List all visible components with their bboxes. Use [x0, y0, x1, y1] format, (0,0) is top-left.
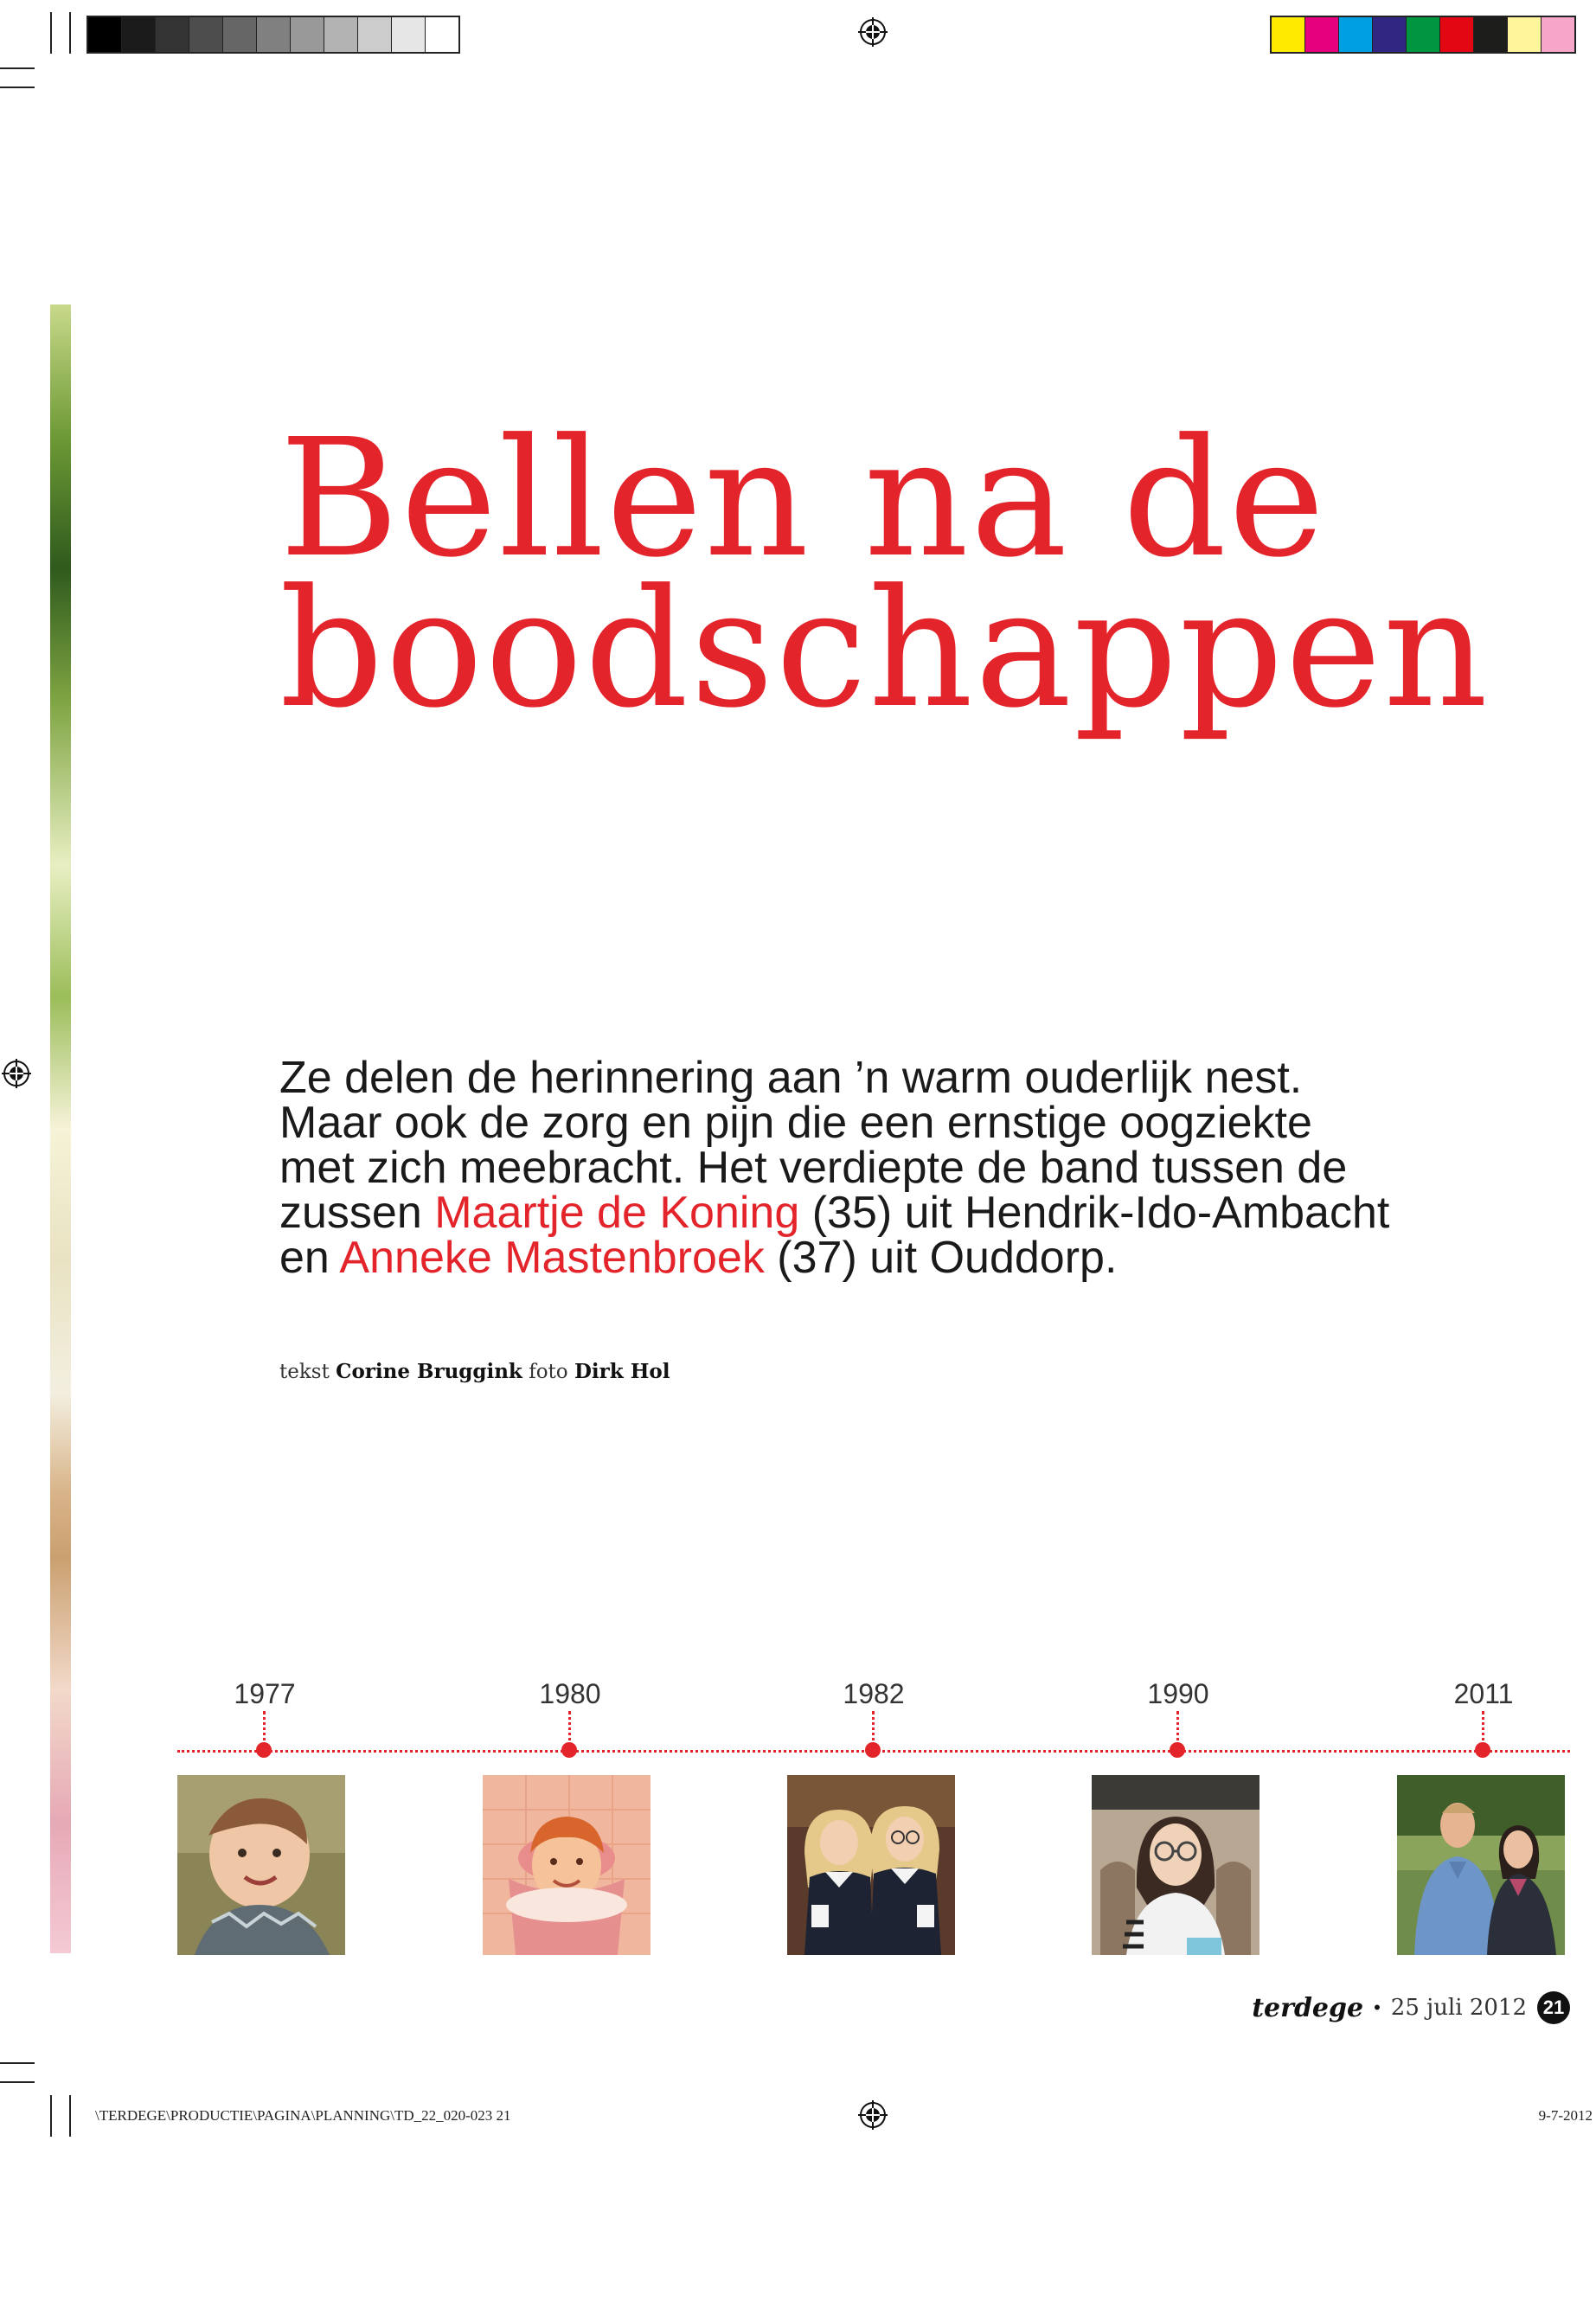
- timeline-marker: [256, 1742, 272, 1758]
- crop-mark: [69, 12, 71, 54]
- magazine-logo: terdege: [1252, 1992, 1364, 2023]
- issue-date: 25 juli 2012: [1390, 1995, 1527, 2021]
- intro-text: (35) uit Hendrik-Ido-Ambacht: [799, 1188, 1390, 1238]
- person-name: Anneke Mastenbroek: [339, 1233, 765, 1283]
- crop-mark: [0, 2062, 35, 2064]
- title-line-2: boodschappen: [279, 554, 1490, 744]
- timeline-marker: [1475, 1742, 1490, 1758]
- crop-mark: [69, 2095, 71, 2137]
- timeline-year: 1980: [539, 1678, 601, 1709]
- crop-mark: [50, 2095, 52, 2137]
- author-name: Corine Bruggink: [336, 1360, 522, 1383]
- intro-line: met zich meebracht. Het verdiepte de band tussen de: [279, 1143, 1348, 1193]
- article-intro: [279, 1053, 1542, 1283]
- credit-label: foto: [529, 1361, 568, 1383]
- person-name: Maartje de Koning: [434, 1188, 800, 1238]
- photo-child-in-bath: [483, 1775, 651, 1955]
- photographer-name: Dirk Hol: [574, 1360, 670, 1383]
- intro-text: zussen: [279, 1188, 435, 1238]
- crop-mark: [0, 2081, 35, 2083]
- registration-mark-icon: [858, 2100, 888, 2130]
- grayscale-color-bar: [87, 16, 460, 54]
- process-color-bar: [1270, 16, 1576, 54]
- registration-mark-icon: [2, 1059, 31, 1088]
- timeline-year: 1977: [234, 1678, 296, 1709]
- intro-line: Ze delen de herinnering aan ’n warm ouderlijk nest.: [279, 1053, 1303, 1103]
- photo-couple: [1397, 1775, 1565, 1955]
- title-line-1: Bellen na de: [279, 404, 1327, 593]
- credit-label: tekst: [279, 1361, 330, 1383]
- crop-mark: [0, 87, 35, 88]
- registration-mark-icon: [858, 17, 888, 47]
- timeline-marker: [865, 1742, 881, 1758]
- article-title: [279, 404, 1508, 744]
- page-number: 21: [1537, 1991, 1570, 2024]
- timeline-year: 1982: [843, 1678, 905, 1709]
- print-slug-date: 9-7-2012: [1538, 2107, 1593, 2124]
- photo-toddler: [177, 1775, 345, 1955]
- facing-page-photo-strip: [50, 304, 71, 1953]
- timeline-marker: [561, 1742, 577, 1758]
- crop-mark: [50, 12, 52, 54]
- print-slug-path: \TERDEGE\PRODUCTIE\PAGINA\PLANNING\TD_22_020-023 21: [95, 2107, 511, 2124]
- crop-mark: [0, 67, 35, 69]
- article-credits: [279, 1360, 670, 1383]
- intro-text: en: [279, 1233, 340, 1283]
- timeline-year: 1990: [1147, 1678, 1209, 1709]
- timeline-year: 2011: [1453, 1678, 1514, 1709]
- photo-two-sisters: [787, 1775, 955, 1955]
- page-footer: [1252, 1991, 1570, 2024]
- footer-separator: •: [1374, 1997, 1381, 2018]
- intro-line: Maar ook de zorg en pijn die een ernstige oogziekte: [279, 1098, 1312, 1148]
- intro-text: (37) uit Ouddorp.: [764, 1233, 1118, 1283]
- timeline-marker: [1170, 1742, 1185, 1758]
- photo-girl-with-glasses: [1092, 1775, 1259, 1955]
